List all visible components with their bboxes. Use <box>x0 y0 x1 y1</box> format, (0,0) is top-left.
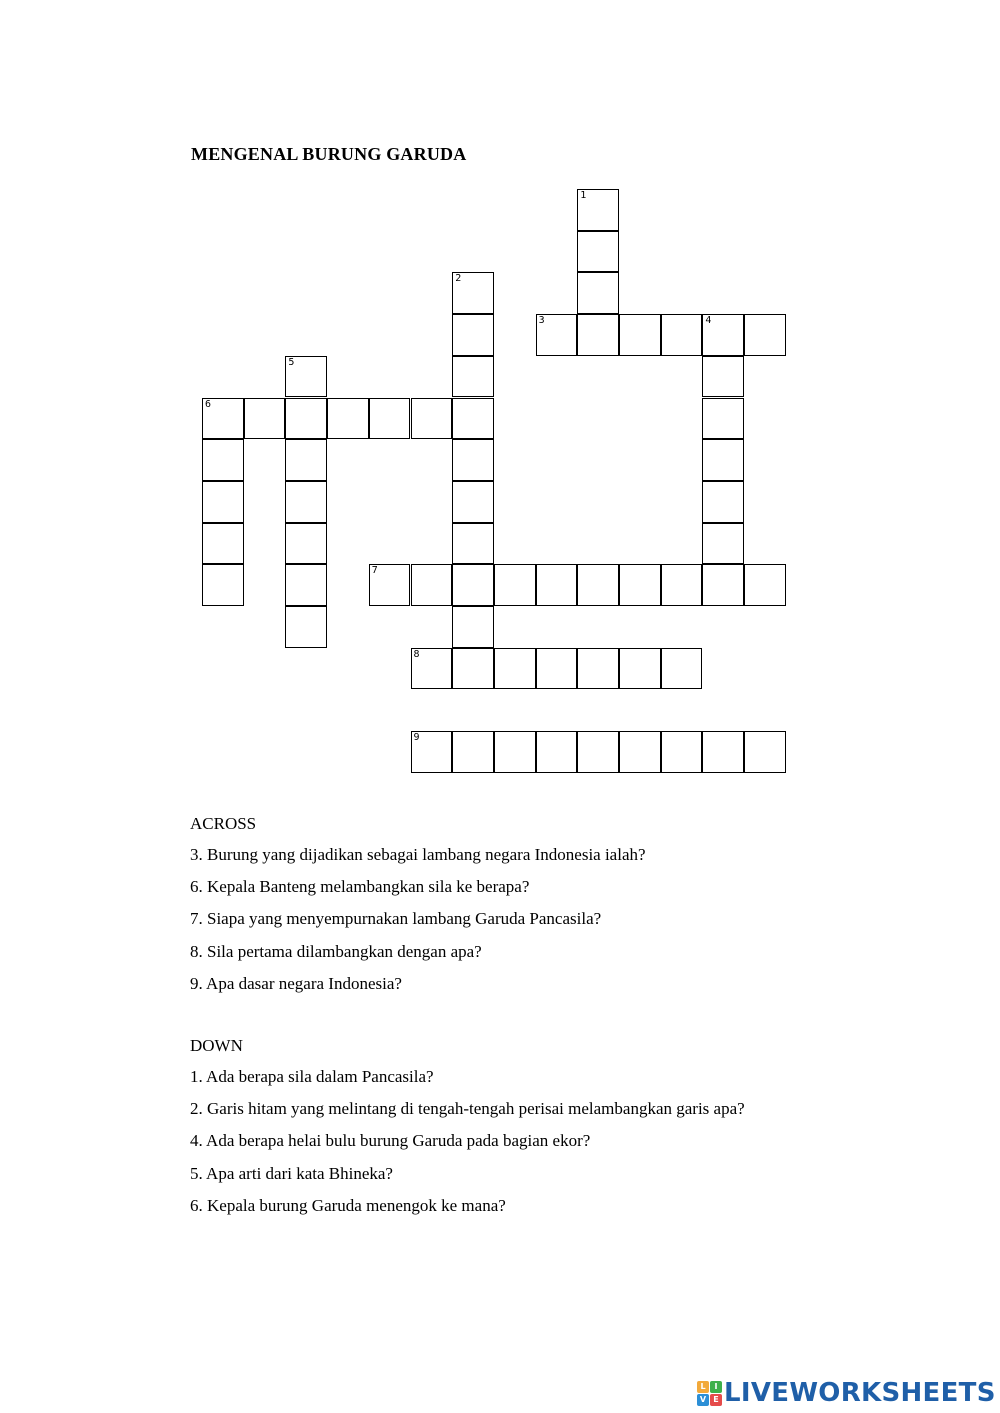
crossword-cell[interactable] <box>452 314 494 356</box>
crossword-cell[interactable] <box>661 314 703 356</box>
crossword-cell[interactable] <box>285 439 327 481</box>
crossword-cell[interactable] <box>577 564 619 606</box>
crossword-cell[interactable] <box>536 648 578 690</box>
logo-letter-e: E <box>710 1394 722 1406</box>
crossword-cell[interactable] <box>285 564 327 606</box>
crossword-cell[interactable] <box>452 272 494 314</box>
down-clue: 6. Kepala burung Garuda menengok ke mana? <box>190 1195 506 1215</box>
crossword-cell[interactable] <box>202 439 244 481</box>
clue-number: 1 <box>580 190 587 201</box>
crossword-cell[interactable] <box>661 648 703 690</box>
crossword-cell[interactable] <box>661 564 703 606</box>
liveworksheets-logo[interactable] <box>697 1378 996 1408</box>
down-clue: 5. Apa arti dari kata Bhineka? <box>190 1163 393 1183</box>
crossword-cell[interactable] <box>744 731 786 773</box>
clue-number: 6 <box>205 398 212 410</box>
crossword-cell[interactable] <box>411 731 453 773</box>
crossword-cell[interactable] <box>202 523 244 565</box>
crossword-cell[interactable] <box>202 481 244 523</box>
crossword-cell[interactable] <box>702 439 744 481</box>
crossword-cell[interactable] <box>536 731 578 773</box>
crossword-cell[interactable] <box>452 731 494 773</box>
crossword-cell[interactable] <box>285 606 327 648</box>
liveworksheets-icon <box>697 1381 722 1406</box>
crossword-cell[interactable] <box>285 398 327 440</box>
crossword-cell[interactable] <box>494 648 536 690</box>
crossword-cell[interactable] <box>619 731 661 773</box>
across-clue: 6. Kepala Banteng melambangkan sila ke berapa? <box>190 877 530 897</box>
across-heading: ACROSS <box>190 814 257 833</box>
clue-number: 2 <box>455 273 462 285</box>
crossword-cell[interactable] <box>244 398 286 440</box>
crossword-cell[interactable] <box>744 564 786 606</box>
clue-number: 7 <box>371 565 378 577</box>
crossword-cell[interactable] <box>702 731 744 773</box>
crossword-cell[interactable] <box>411 648 453 690</box>
crossword-cell[interactable] <box>702 564 744 606</box>
crossword-cell[interactable] <box>619 648 661 690</box>
crossword-cell[interactable] <box>411 398 453 440</box>
crossword-cell[interactable] <box>369 398 411 440</box>
crossword-cell[interactable] <box>494 731 536 773</box>
crossword-cell[interactable] <box>202 564 244 606</box>
crossword-cell[interactable] <box>452 606 494 648</box>
crossword-cell[interactable] <box>452 564 494 606</box>
crossword-cell[interactable] <box>494 564 536 606</box>
crossword-cell[interactable] <box>285 356 327 398</box>
logo-letter-v: V <box>697 1394 709 1406</box>
down-clue: 2. Garis hitam yang melintang di tengah-tengah perisai melambangkan garis apa? <box>190 1099 745 1119</box>
crossword-cell[interactable] <box>702 523 744 565</box>
down-clue: 1. Ada berapa sila dalam Pancasila? <box>190 1067 434 1086</box>
crossword-cell[interactable] <box>369 564 411 606</box>
crossword-cell[interactable] <box>744 314 786 356</box>
down-heading: DOWN <box>190 1036 243 1055</box>
crossword-cell[interactable] <box>702 356 744 398</box>
crossword-cell[interactable] <box>452 356 494 398</box>
crossword-cell[interactable] <box>452 439 494 481</box>
crossword-cell[interactable] <box>452 481 494 523</box>
across-clue: 9. Apa dasar negara Indonesia? <box>190 973 402 993</box>
crossword-cell[interactable] <box>619 564 661 606</box>
crossword-cell[interactable] <box>452 523 494 565</box>
crossword-cell[interactable] <box>285 523 327 565</box>
across-clue: 7. Siapa yang menyempurnakan lambang Garuda Pancasila? <box>190 909 602 929</box>
crossword-cell[interactable] <box>619 314 661 356</box>
crossword-cell[interactable] <box>327 398 369 440</box>
clue-number: 4 <box>705 315 712 327</box>
page-title: MENGENAL BURUNG GARUDA <box>191 144 467 164</box>
crossword-cell[interactable] <box>536 314 578 356</box>
crossword-cell[interactable] <box>577 731 619 773</box>
down-clues <box>190 1036 745 1228</box>
crossword-cell[interactable] <box>577 314 619 356</box>
crossword-cell[interactable] <box>285 481 327 523</box>
crossword-cell[interactable] <box>702 314 744 356</box>
across-clue: 8. Sila pertama dilambangkan dengan apa? <box>190 941 482 961</box>
crossword-cell[interactable] <box>202 398 244 440</box>
logo-letter-l: L <box>697 1381 709 1393</box>
crossword-cell[interactable] <box>577 272 619 314</box>
clue-number: 8 <box>413 648 420 660</box>
crossword-cell[interactable] <box>577 648 619 690</box>
clue-number: 9 <box>413 732 420 744</box>
crossword-cell[interactable] <box>577 231 619 273</box>
crossword-cell[interactable] <box>452 648 494 690</box>
crossword-cell[interactable] <box>702 481 744 523</box>
across-clue: 3. Burung yang dijadikan sebagai lambang negara Indonesia ialah? <box>190 845 646 864</box>
crossword-cell[interactable] <box>411 564 453 606</box>
clue-number: 5 <box>288 356 295 368</box>
clue-number: 3 <box>538 315 545 327</box>
crossword-cell[interactable] <box>452 398 494 440</box>
down-clue: 4. Ada berapa helai bulu burung Garuda pada bagian ekor? <box>190 1131 591 1151</box>
crossword-cell[interactable] <box>661 731 703 773</box>
brand-name: LIVEWORKSHEETS <box>724 1378 996 1408</box>
crossword-cell[interactable] <box>702 398 744 440</box>
logo-letter-i: I <box>710 1381 722 1393</box>
across-clues <box>190 814 646 1006</box>
crossword-cell[interactable] <box>536 564 578 606</box>
crossword-cell[interactable] <box>577 189 619 231</box>
